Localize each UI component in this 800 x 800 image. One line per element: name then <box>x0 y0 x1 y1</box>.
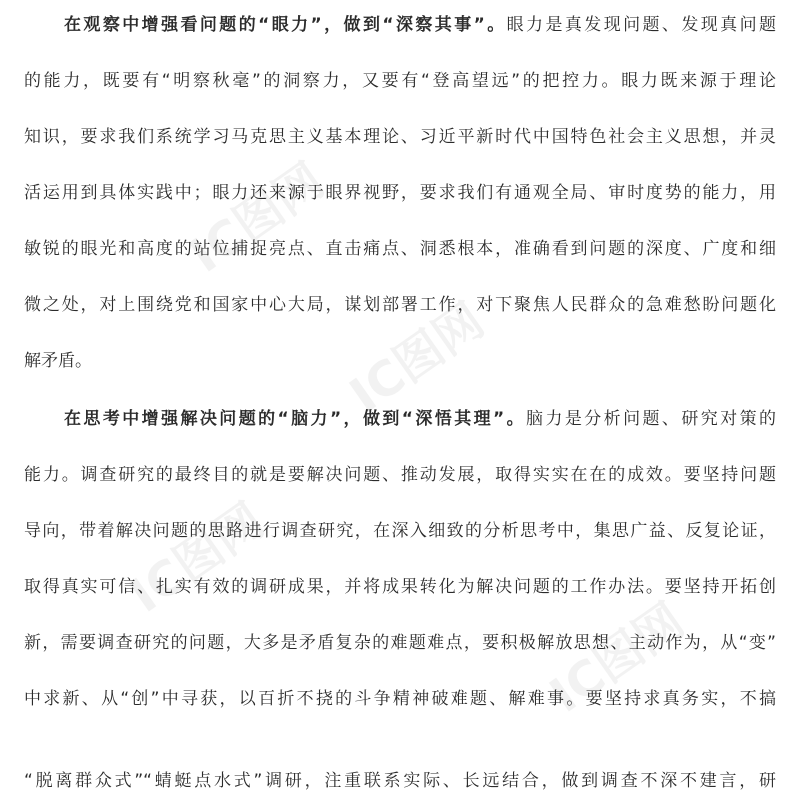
paragraph-line: 的能力，既要有“明察秋毫”的洞察力，又要有“登高望远”的把控力。眼力既来源于理论 <box>24 71 776 91</box>
paragraph-2-heading: 在思考中增强解决问题的“脑力”，做到“深悟其理”。 <box>64 409 527 429</box>
watermark: IC图网 <box>540 592 695 724</box>
paragraph-2-first-line <box>64 407 776 431</box>
paragraph-line: 知识，要求我们系统学习马克思主义基本理论、习近平新时代中国特色社会主义思想，并灵 <box>24 127 776 147</box>
watermark: IC图网 <box>120 492 275 624</box>
paragraph-line: 取得真实可信、扎实有效的调研成果，并将成果转化为解决问题的工作办法。要坚持开拓创 <box>24 577 776 597</box>
paragraph-line: 能力。调查研究的最终目的就是要解决问题、推动发展，取得实实在在的成效。要坚持问题 <box>24 465 776 485</box>
paragraph-line: 中求新、从“创”中寻获，以百折不挠的斗争精神破难题、解难事。要坚持求真务实，不搞 <box>24 689 776 709</box>
paragraph-1-first-line <box>64 13 776 37</box>
paragraph-line: 解矛盾。 <box>24 351 92 371</box>
paragraph-line: 导向，带着解决问题的思路进行调查研究，在深入细致的分析思考中，集思广益、反复论证， <box>24 521 776 541</box>
paragraph-1-lead: 眼力是真发现问题、发现真问题 <box>506 15 776 35</box>
paragraph-line: 微之处，对上围绕党和国家中心大局，谋划部署工作，对下聚焦人民群众的急难愁盼问题化 <box>24 295 776 315</box>
continuation-line: “脱离群众式”“蜻蜓点水式”调研，注重联系实际、长远结合，做到调查不深不建言，研 <box>24 771 776 791</box>
watermark: IC图网 <box>340 292 495 424</box>
watermark: IC图网 <box>180 152 335 284</box>
paragraph-2-lead: 脑力是分析问题、研究对策的 <box>526 409 776 429</box>
paragraph-line: 敏锐的眼光和高度的站位捕捉亮点、直击痛点、洞悉根本，准确看到问题的深度、广度和细 <box>24 239 776 259</box>
paragraph-line: 活运用到具体实践中；眼力还来源于眼界视野，要求我们有通观全局、审时度势的能力，用 <box>24 183 776 203</box>
paragraph-1-heading: 在观察中增强看问题的“眼力”，做到“深察其事”。 <box>64 15 507 35</box>
paragraph-line: 新，需要调查研究的问题，大多是矛盾复杂的难题难点，要积极解放思想、主动作为，从“变” <box>24 633 776 653</box>
